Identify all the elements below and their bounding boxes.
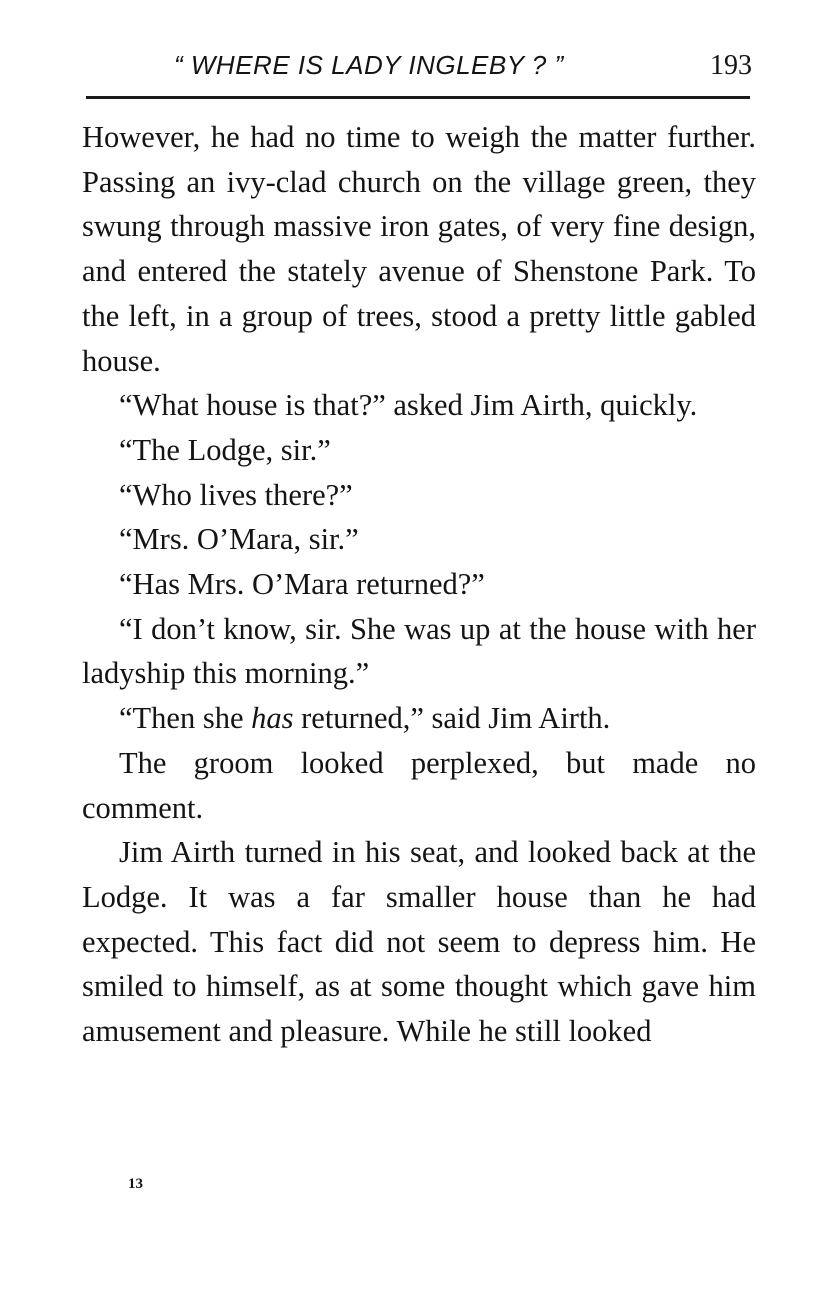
body-text (82, 115, 756, 1054)
header-rule (86, 96, 750, 99)
paragraph: However, he had no time to weigh the matter further. Passing an ivy-clad church on the village green, they swung through massive iron gates, of very fine design, and entered the stately avenue of Shenstone Park. To the left, in a group of trees, stood a pretty little gabled house. (82, 120, 756, 378)
running-head (86, 46, 754, 86)
paragraph-text: returned,” said Jim Airth. (293, 701, 611, 736)
paragraph: “Mrs. O’Mara, sir.” (119, 522, 359, 557)
paragraph: “What house is that?” asked Jim Airth, quickly. (119, 388, 698, 423)
page-number: 193 (710, 50, 752, 81)
emphasis-text: has (251, 701, 294, 736)
paragraph: “Has Mrs. O’Mara returned?” (119, 567, 485, 602)
signature-mark: 13 (128, 1176, 143, 1192)
paragraph (82, 696, 756, 741)
paragraph: “The Lodge, sir.” (119, 432, 331, 467)
paragraph: The groom looked perplexed, but made no comment. (82, 745, 756, 825)
paragraph: Jim Airth turned in his seat, and looked back at the Lodge. It was a far smaller house than he had expected. This fact did not seem to depress him. He smiled to himself, as at some thought which gave him amusement and pleasure. While he still looked (82, 835, 756, 1049)
paragraph-text: “Then she (119, 701, 252, 736)
paragraph: “I don’t know, sir. She was up at the house with her ladyship this morning.” (82, 611, 756, 691)
running-title: “ WHERE IS LADY INGLEBY ? ” (174, 50, 564, 80)
paragraph: “Who lives there?” (119, 477, 353, 512)
